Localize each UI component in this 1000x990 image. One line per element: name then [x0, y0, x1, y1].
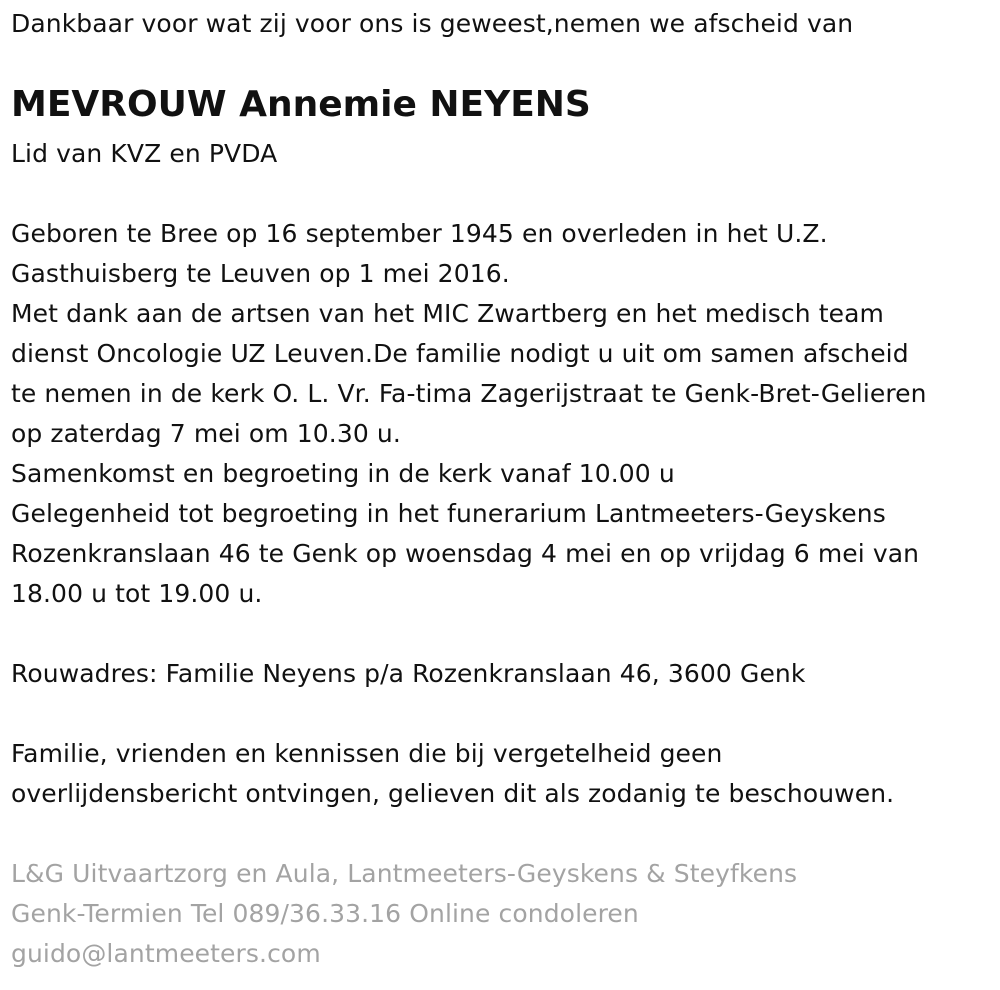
closing-line: overlijdensbericht ontvingen, gelieven dit als zodanig te beschouwen. — [11, 779, 895, 808]
details-line: 18.00 u tot 19.00 u. — [11, 579, 263, 608]
footer-email: guido@lantmeeters.com — [11, 939, 321, 968]
details-line: dienst Oncologie UZ Leuven.De familie nodigt u uit om samen afscheid — [11, 339, 909, 368]
details-line: Gelegenheid tot begroeting in het funerarium Lantmeeters-Geyskens — [11, 499, 886, 528]
membership-text: Lid van KVZ en PVDA — [11, 139, 278, 168]
details-line: op zaterdag 7 mei om 10.30 u. — [11, 419, 401, 448]
intro-text: Dankbaar voor wat zij voor ons is geweest,nemen we afscheid van — [11, 9, 854, 38]
details-line: Geboren te Bree op 16 september 1945 en overleden in het U.Z. — [11, 219, 828, 248]
deceased-name: MEVROUW Annemie NEYENS — [11, 84, 591, 125]
footer-line: Genk-Termien Tel 089/36.33.16 Online condoleren — [11, 899, 639, 928]
details-line: Rozenkranslaan 46 te Genk op woensdag 4 mei en op vrijdag 6 mei van — [11, 539, 920, 568]
details-line: Gasthuisberg te Leuven op 1 mei 2016. — [11, 259, 510, 288]
details-line: te nemen in de kerk O. L. Vr. Fa-tima Zagerijstraat te Genk-Bret-Gelieren — [11, 379, 927, 408]
details-line: Met dank aan de artsen van het MIC Zwartberg en het medisch team — [11, 299, 885, 328]
footer-line: L&G Uitvaartzorg en Aula, Lantmeeters-Geyskens & Steyfkens — [11, 859, 798, 888]
closing-line: Familie, vrienden en kennissen die bij vergetelheid geen — [11, 739, 723, 768]
mourning-address: Rouwadres: Familie Neyens p/a Rozenkranslaan 46, 3600 Genk — [11, 659, 806, 688]
details-line: Samenkomst en begroeting in de kerk vanaf 10.00 u — [11, 459, 675, 488]
